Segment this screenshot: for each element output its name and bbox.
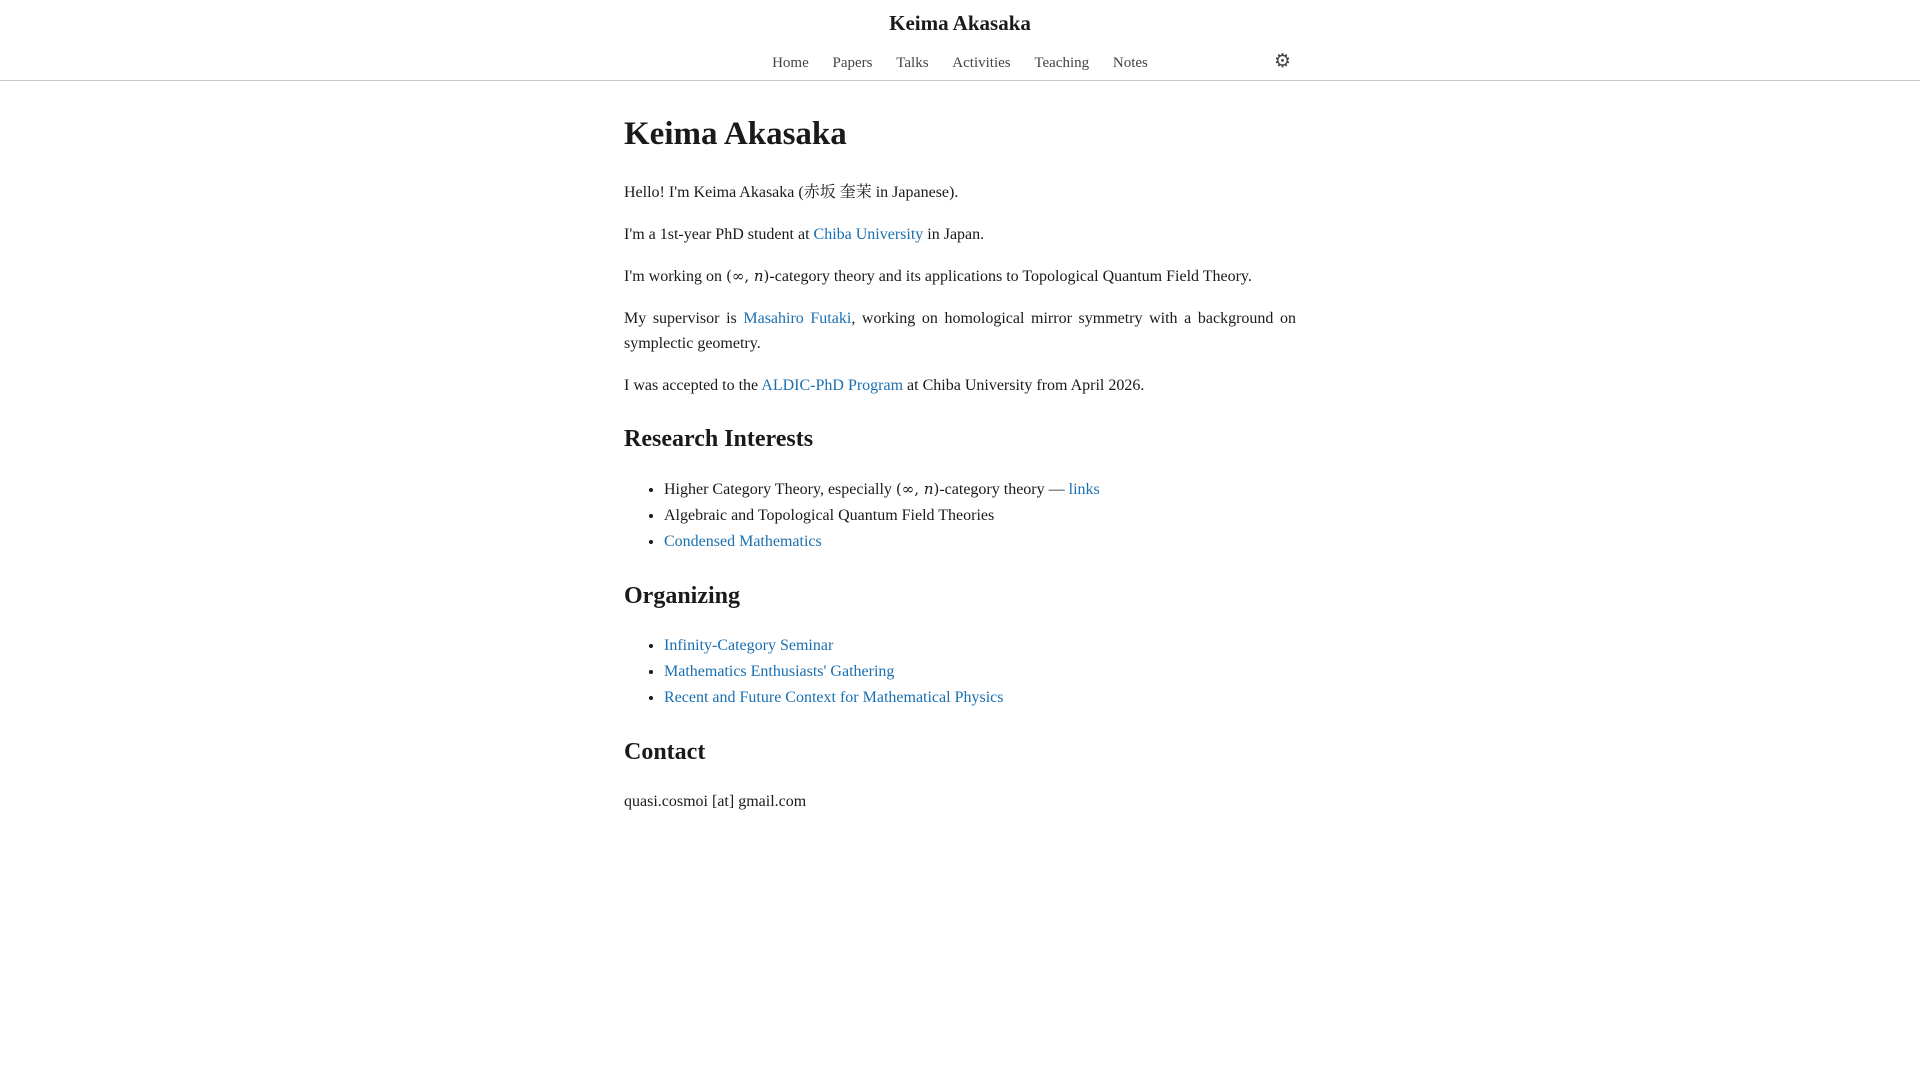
research-interests-list [624,476,1296,555]
intro-program-text: I was accepted to the [624,377,762,394]
intro-supervisor [624,306,1296,356]
math-var: n [923,480,934,498]
research-item-suffix: -category theory — [939,481,1069,498]
gear-icon[interactable]: ⚙ [1274,50,1292,72]
site-title[interactable]: Keima Akasaka [889,11,1031,35]
list-item [664,659,1296,685]
site-header [0,0,1920,81]
nav-talks[interactable]: Talks [896,55,929,71]
nav-papers[interactable]: Papers [832,55,873,71]
intro-research [624,264,1296,289]
intro-supervisor-text: My supervisor is [624,310,744,327]
list-item [664,476,1296,503]
contact-email: quasi.cosmoi [at] gmail.com [624,793,807,810]
intro-program-suffix: at Chiba University from April 2026. [903,377,1145,394]
intro-affiliation-text: I'm a 1st-year PhD student at [624,226,814,243]
research-item-text: Higher Category Theory, especially [664,481,896,498]
nav-home[interactable]: Home [772,55,809,71]
math-close: ) [763,267,770,285]
intro-affiliation-suffix: in Japan. [923,226,985,243]
list-item [664,529,1296,555]
intro-research-suffix: -category theory and its applications to Topological Quantum Field Theory. [769,268,1252,285]
mathematics-enthusiasts-gathering-link[interactable]: Mathematics Enthusiasts' Gathering [664,663,895,680]
intro-greeting: Hello! I'm Keima Akasaka (赤坂 奎茉 in Japanese). [624,184,959,201]
nav-activities[interactable]: Activities [952,55,1011,71]
nav-notes[interactable]: Notes [1112,55,1148,71]
main-content [624,82,1296,831]
links-link[interactable]: links [1068,481,1100,498]
main-nav [0,53,1920,73]
math-open: (∞, [725,267,754,285]
nav-teaching[interactable]: Teaching [1034,55,1090,71]
intro-program [624,373,1296,398]
math-open: (∞, [895,480,924,498]
research-interests-heading: Research Interests [624,426,814,452]
organizing-list [624,633,1296,711]
aldic-phd-program-link[interactable]: ALDIC-PhD Program [761,377,904,394]
list-item [664,685,1296,711]
condensed-mathematics-link[interactable]: Condensed Mathematics [664,533,822,550]
infinity-n-math [896,480,939,498]
math-var: n [753,267,764,285]
intro-research-text: I'm working on [624,268,726,285]
list-item: • Algebraic and Topological Quantum Field Theories [664,503,1296,529]
organizing-heading: Organizing [624,583,741,609]
infinity-category-seminar-link[interactable]: Infinity-Category Seminar [664,637,834,654]
page-title: Keima Akasaka [624,116,847,152]
intro-supervisor-suffix: , working on homological mirror symmetry with a background on symplectic geometry. [624,310,1297,352]
list-item [664,633,1296,659]
intro-affiliation [624,222,1296,247]
infinity-n-math [726,267,769,285]
masahiro-futaki-link[interactable]: Masahiro Futaki [743,310,852,327]
chiba-university-link[interactable]: Chiba University [813,226,924,243]
contact-heading: Contact [624,739,706,765]
mathematical-physics-context-link[interactable]: Recent and Future Context for Mathematical Physics [664,689,1004,706]
math-close: ) [933,480,940,498]
